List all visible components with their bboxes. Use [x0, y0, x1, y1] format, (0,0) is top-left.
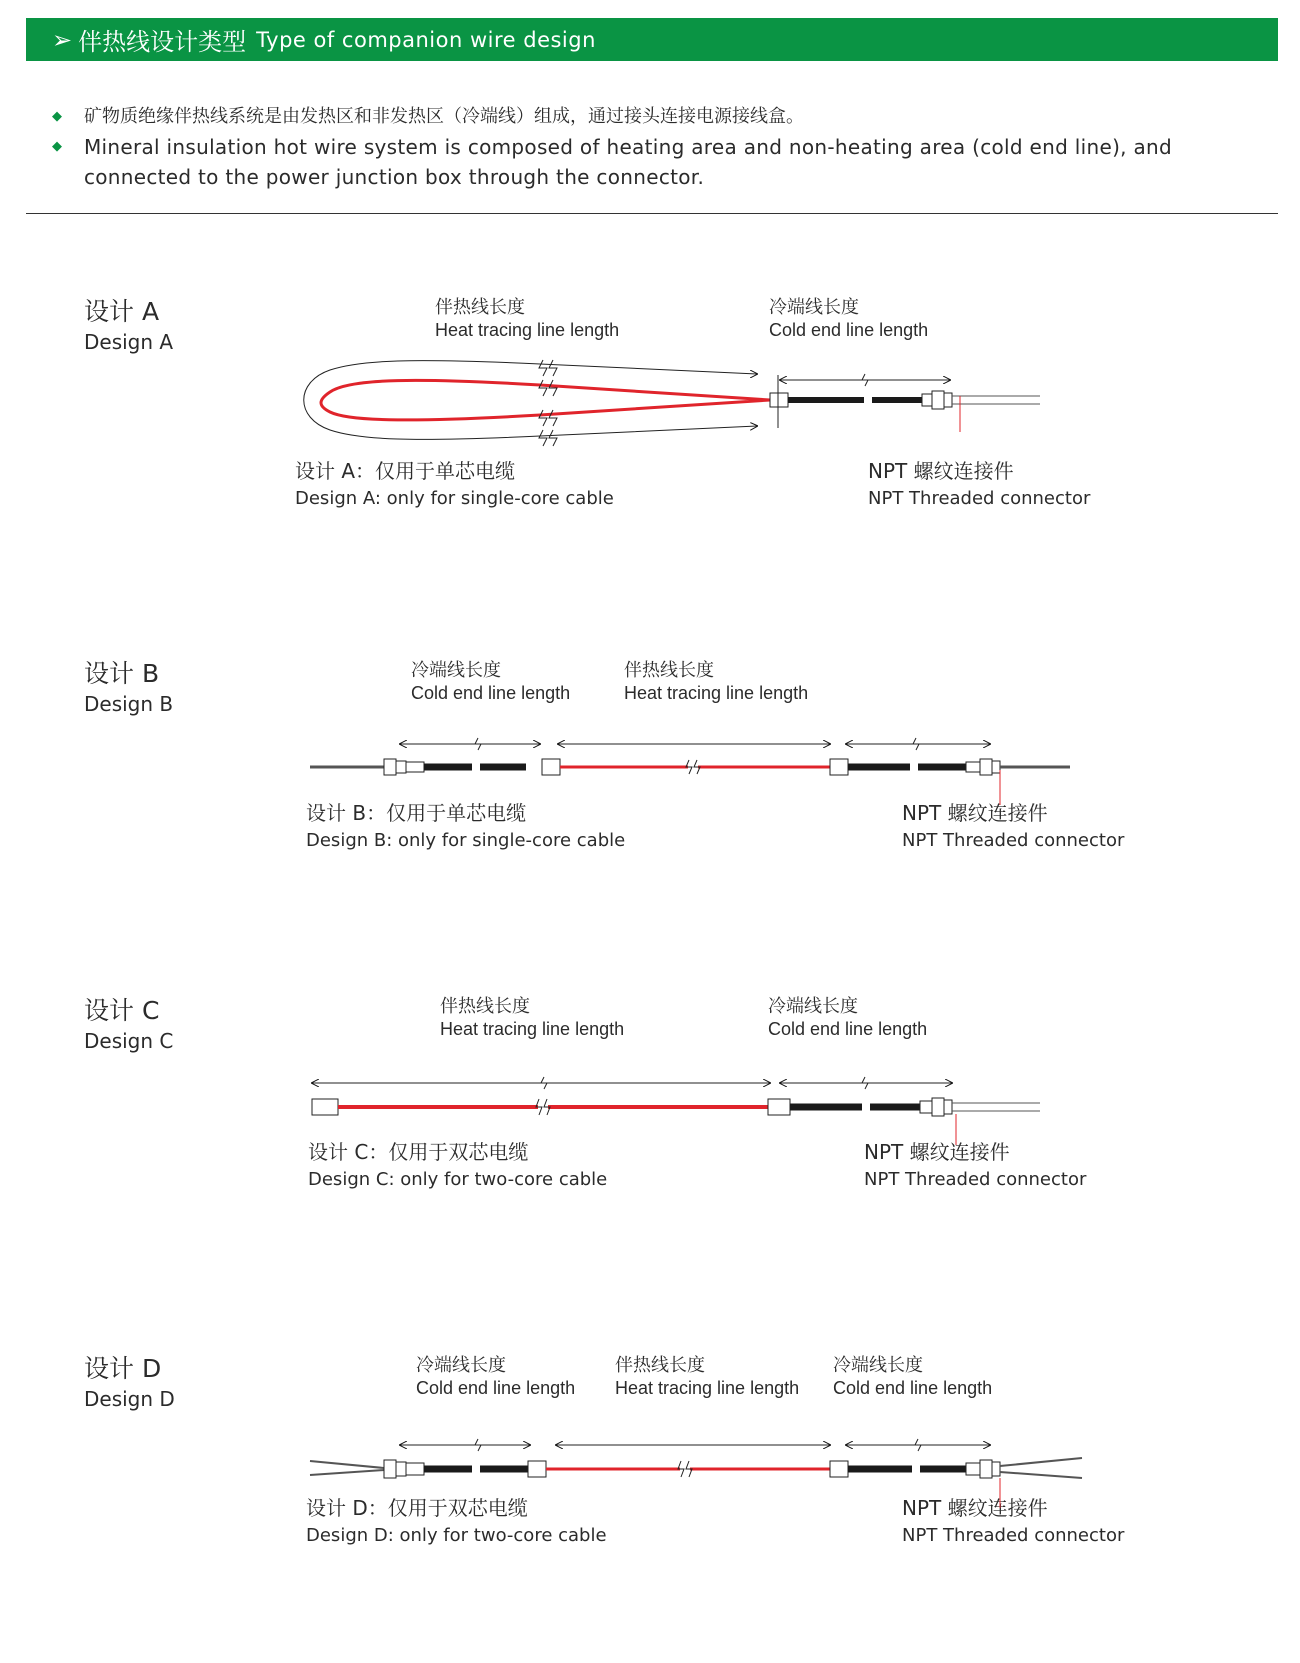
design-a-caption-en: Design A: only for single-core cable	[295, 488, 614, 509]
heat-label-zh: 伴热线长度	[435, 297, 525, 318]
design-a-diagram	[304, 360, 1040, 446]
design-c-diagram	[312, 1077, 1040, 1145]
cold-label-zh: 冷端线长度	[833, 1355, 923, 1376]
intro-text-zh: 矿物质绝缘伴热线系统是由发热区和非发热区（冷端线）组成，通过接头连接电源接线盒。	[84, 106, 804, 127]
cold-label-en: Cold end line length	[768, 1019, 928, 1039]
header-title-en: Type of companion wire design	[256, 27, 596, 52]
npt-connector-icon	[920, 1098, 952, 1116]
header-title-zh: 伴热线设计类型	[78, 28, 247, 56]
design-c-title-en: Design C	[84, 1029, 174, 1053]
design-c-title-zh: 设计 C	[84, 996, 160, 1025]
design-d-caption-en: Design D: only for two-core cable	[306, 1525, 607, 1546]
npt-connector-icon	[384, 1460, 424, 1478]
heat-label-en: Heat tracing line length	[440, 1019, 625, 1039]
design-d-diagram	[310, 1439, 1082, 1508]
design-d-title-en: Design D	[84, 1387, 175, 1411]
design-b-diagram	[310, 738, 1070, 805]
design-b-caption-en: Design B: only for single-core cable	[306, 830, 626, 851]
npt-connector-icon	[966, 759, 1000, 775]
heat-label-en: Heat tracing line length	[615, 1378, 800, 1398]
npt-connector-icon	[966, 1460, 1000, 1478]
cold-label-zh: 冷端线长度	[416, 1355, 506, 1376]
intro-text-en: Mineral insulation hot wire system is composed of heating area and non-heating area (cold end line), and connected to the power junction box through the connector.	[83, 135, 1173, 189]
arrow-icon: ➢	[52, 25, 73, 54]
heat-label-en: Heat tracing line length	[435, 320, 620, 340]
npt-label-en: NPT Threaded connector	[868, 488, 1091, 509]
design-b-caption-zh: 设计 B：仅用于单芯电缆	[306, 801, 527, 825]
cold-label-en: Cold end line length	[769, 320, 929, 340]
design-a-title-en: Design A	[84, 330, 174, 354]
design-a-caption-zh: 设计 A：仅用于单芯电缆	[295, 459, 516, 483]
cold-label-en: Cold end line length	[833, 1378, 993, 1398]
design-a-title-zh: 设计 A	[84, 297, 160, 326]
design-d-title-zh: 设计 D	[84, 1354, 162, 1383]
cold-label-zh: 冷端线长度	[769, 297, 859, 318]
diamond-bullet-icon: ◆	[52, 139, 62, 154]
heat-label-en: Heat tracing line length	[624, 683, 809, 703]
npt-label-en: NPT Threaded connector	[902, 830, 1125, 851]
npt-label-en: NPT Threaded connector	[864, 1169, 1087, 1190]
design-b-title-en: Design B	[84, 692, 174, 716]
cold-label-zh: 冷端线长度	[411, 660, 501, 681]
npt-label-zh: NPT 螺纹连接件	[868, 459, 1014, 483]
cold-label-en: Cold end line length	[416, 1378, 576, 1398]
npt-label-en: NPT Threaded connector	[902, 1525, 1125, 1546]
heat-label-zh: 伴热线长度	[440, 996, 530, 1017]
npt-connector-icon	[922, 391, 1040, 432]
npt-label-zh: NPT 螺纹连接件	[864, 1140, 1010, 1164]
design-d-caption-zh: 设计 D：仅用于双芯电缆	[306, 1496, 528, 1520]
cold-label-en: Cold end line length	[411, 683, 571, 703]
design-b-title-zh: 设计 B	[84, 659, 160, 688]
heat-label-zh: 伴热线长度	[615, 1355, 705, 1376]
design-c-caption-zh: 设计 C：仅用于双芯电缆	[308, 1140, 529, 1164]
cold-label-zh: 冷端线长度	[768, 996, 858, 1017]
heating-wire	[321, 380, 770, 420]
design-c-caption-en: Design C: only for two-core cable	[308, 1169, 608, 1190]
heat-label-zh: 伴热线长度	[624, 660, 714, 681]
npt-label-zh: NPT 螺纹连接件	[902, 1496, 1048, 1520]
npt-connector-icon	[384, 759, 424, 775]
diamond-bullet-icon: ◆	[52, 109, 62, 124]
npt-label-zh: NPT 螺纹连接件	[902, 801, 1048, 825]
